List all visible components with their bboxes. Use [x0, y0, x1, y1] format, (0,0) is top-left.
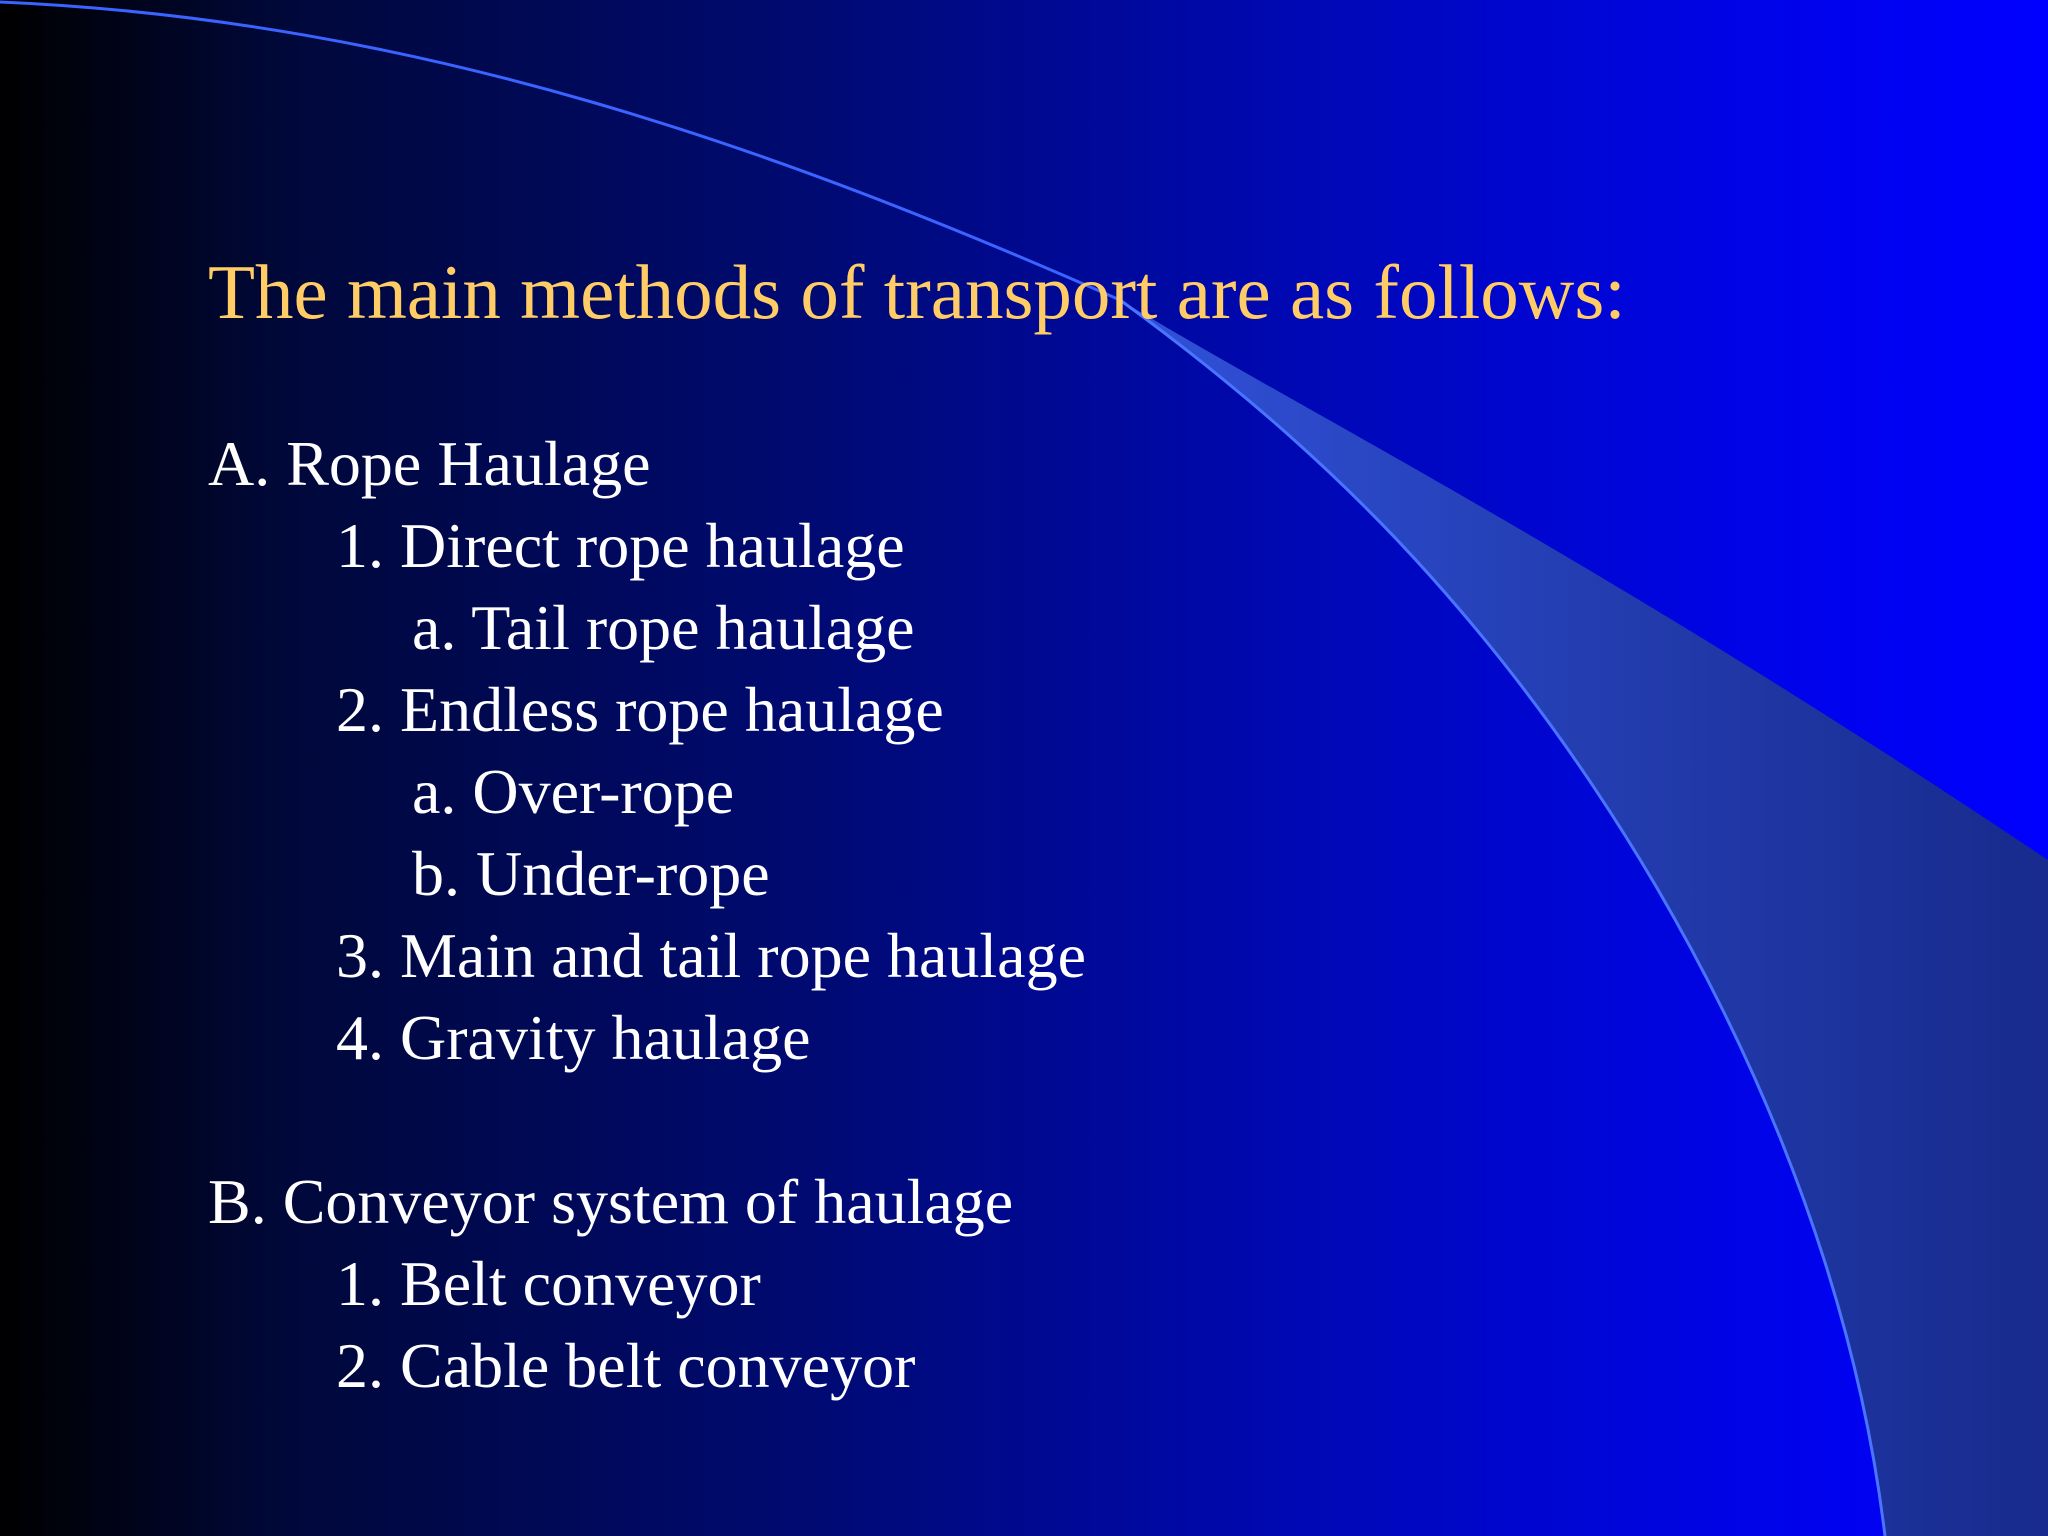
section-b-heading: B. Conveyor system of haulage: [208, 1166, 1014, 1237]
list-item-endless-rope-haulage: 2. Endless rope haulage: [336, 674, 944, 745]
slide-title: The main methods of transport are as follows:: [208, 249, 1626, 335]
list-item-direct-rope-haulage: 1. Direct rope haulage: [336, 510, 905, 581]
ribbon-shape: [1120, 300, 2048, 1536]
list-item-cable-belt-conveyor: 2. Cable belt conveyor: [336, 1330, 916, 1401]
list-subitem-under-rope: b. Under-rope: [412, 838, 770, 909]
list-subitem-tail-rope-haulage: a. Tail rope haulage: [412, 592, 915, 663]
list-item-main-and-tail-rope-haulage: 3. Main and tail rope haulage: [336, 920, 1086, 991]
list-item-gravity-haulage: 4. Gravity haulage: [336, 1002, 811, 1073]
section-a-heading: A. Rope Haulage: [208, 428, 651, 499]
list-item-belt-conveyor: 1. Belt conveyor: [336, 1248, 761, 1319]
list-subitem-over-rope: a. Over-rope: [412, 756, 735, 827]
